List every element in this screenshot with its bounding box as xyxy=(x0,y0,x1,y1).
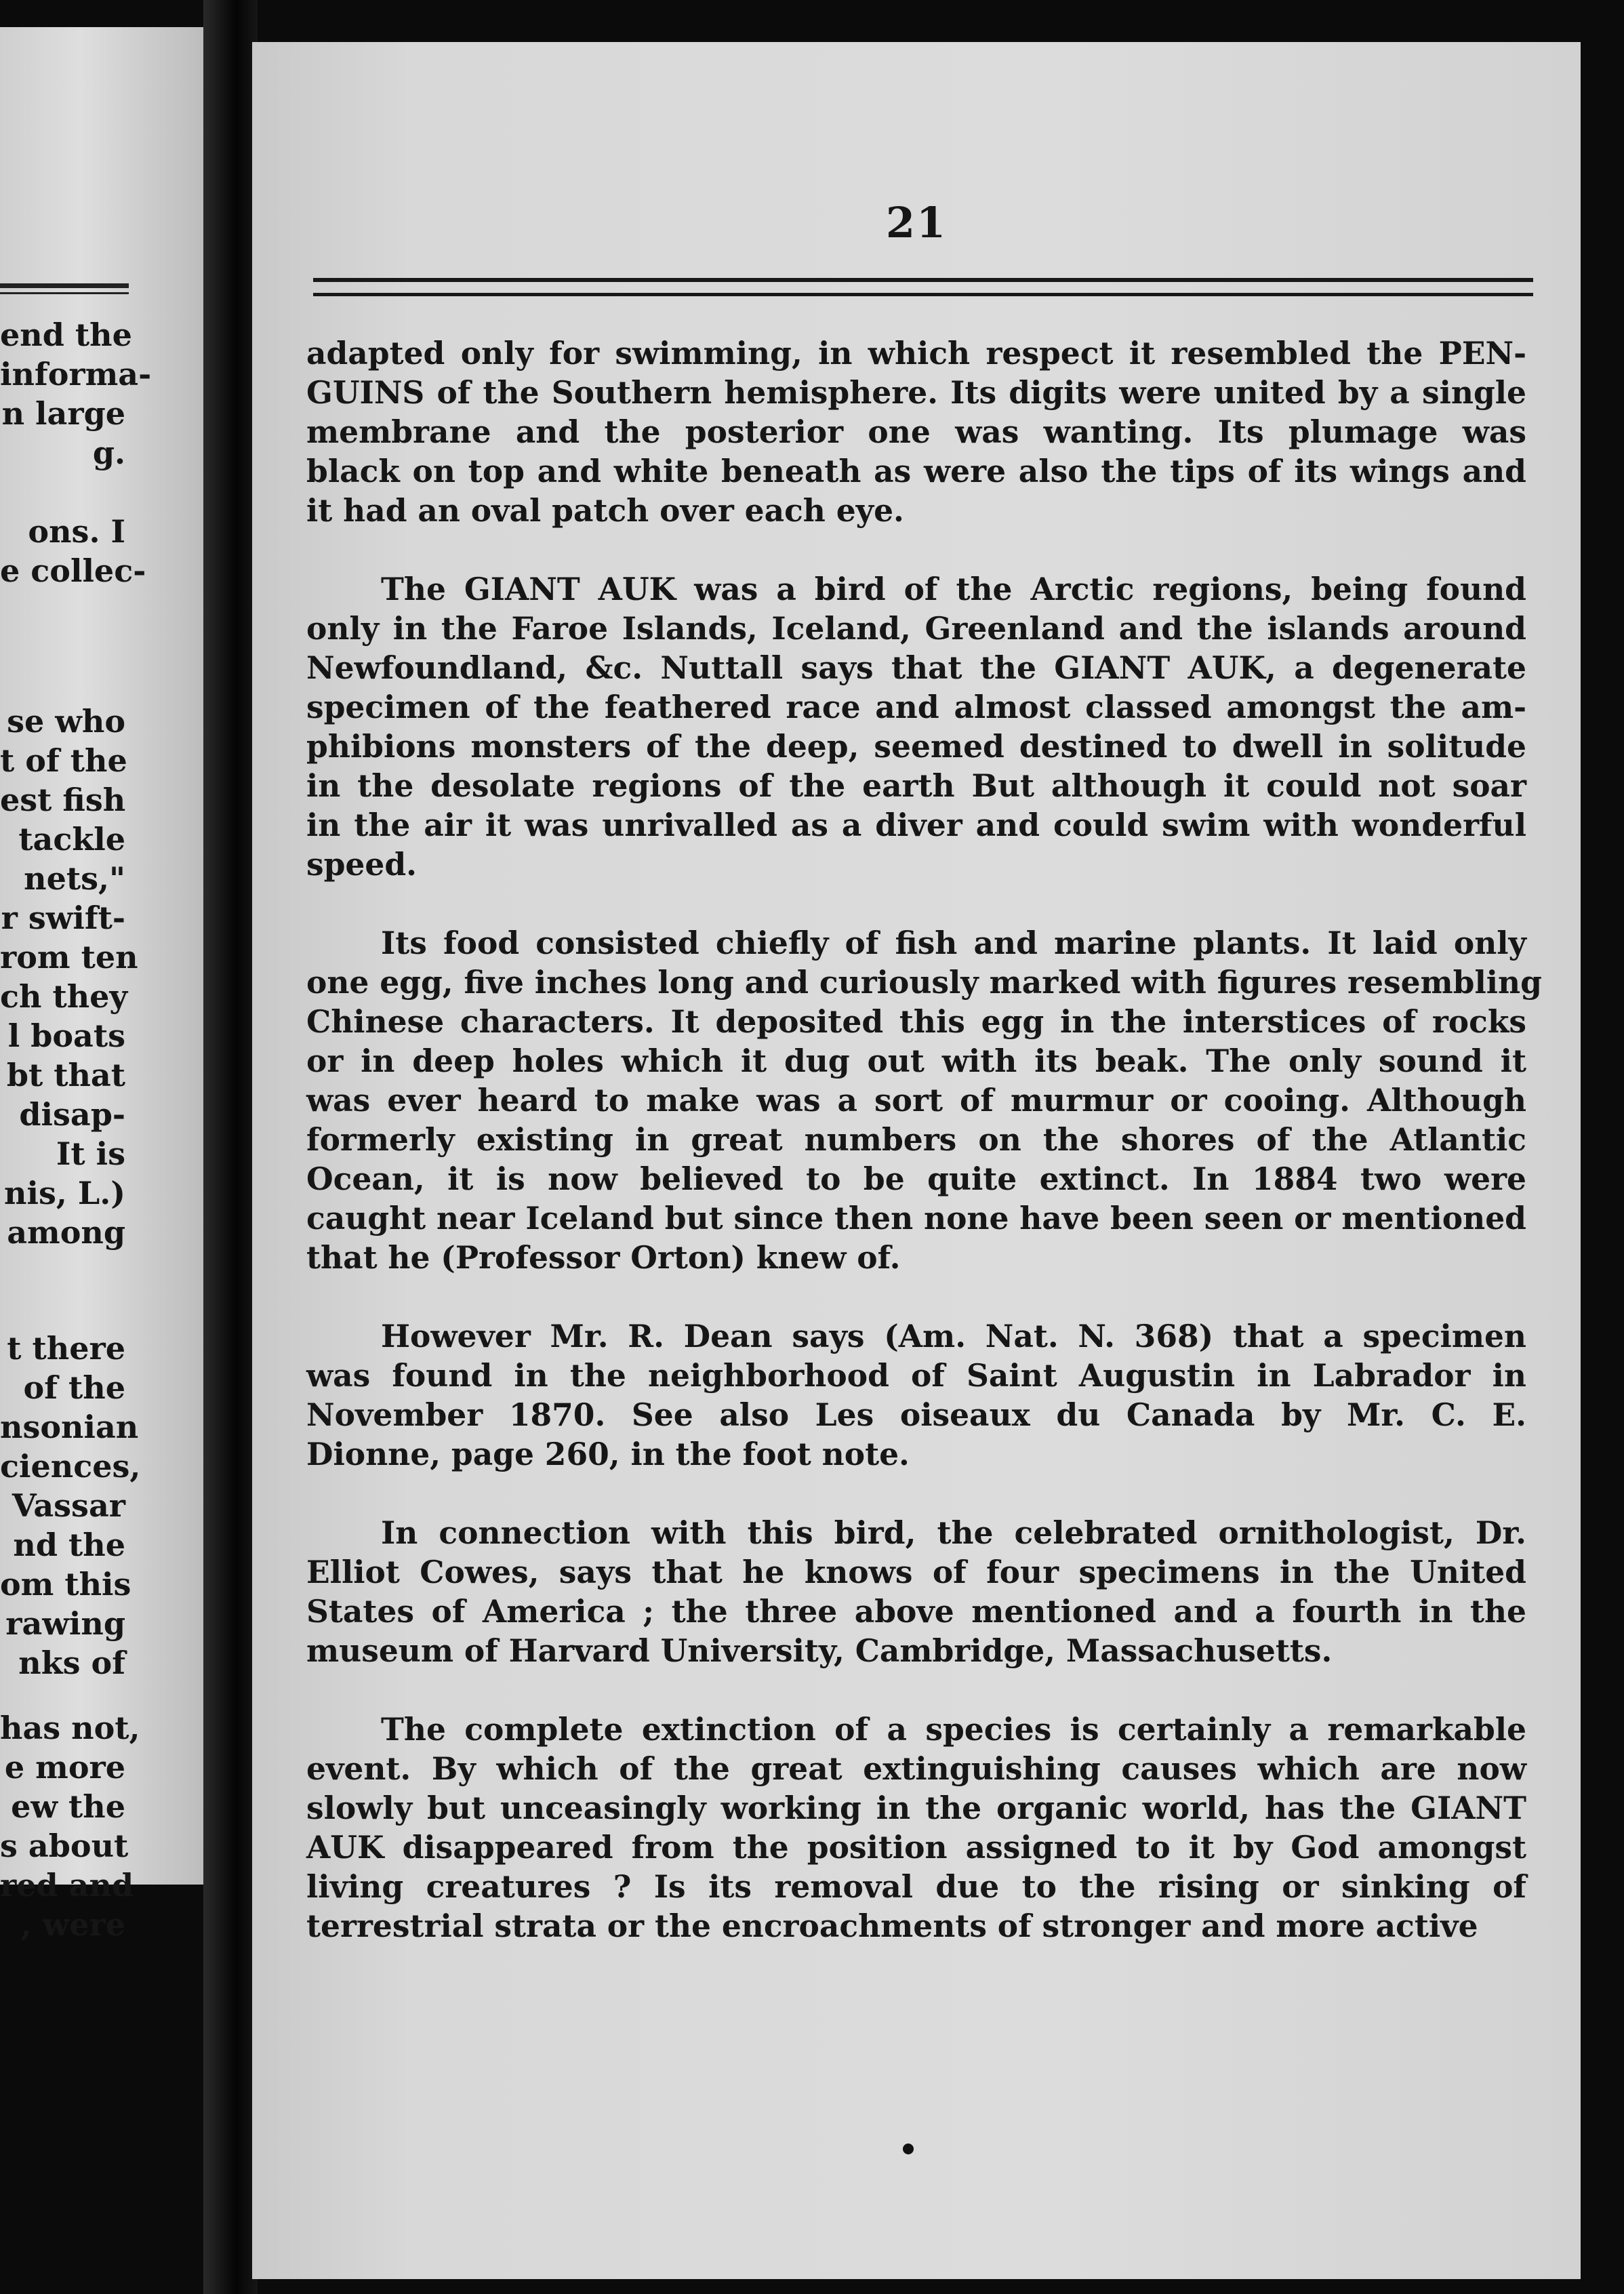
previous-page-line: ew the xyxy=(11,1788,125,1825)
text-line: Ocean, it is now believed to be quite extinct. In 1884 two were xyxy=(306,1161,1526,1197)
previous-page-line: n large xyxy=(1,395,125,432)
footer-mark xyxy=(903,2144,914,2154)
previous-page-line: disap- xyxy=(19,1096,125,1133)
text-line: museum of Harvard University, Cambridge, Massachusetts. xyxy=(306,1632,1333,1669)
previous-page-line: rawing xyxy=(5,1605,125,1642)
text-line: Dionne, page 260, in the foot note. xyxy=(306,1436,910,1472)
previous-page-line: red and xyxy=(0,1867,134,1904)
text-line: Its food consisted chiefly of fish and marine plants. It laid only xyxy=(381,925,1526,961)
previous-page-line: among xyxy=(7,1214,125,1251)
previous-page-line: ons. I xyxy=(28,513,125,550)
text-line: in the desolate regions of the earth But although it could not soar xyxy=(306,767,1526,804)
previous-page-line: bt that xyxy=(6,1057,125,1093)
previous-page-line: se who xyxy=(7,703,125,740)
book-gutter xyxy=(203,0,258,2294)
text-line: living creatures ? Is its removal due to the rising or sinking of xyxy=(306,1868,1526,1905)
text-line: GUINS of the Southern hemisphere. Its digits were united by a single xyxy=(306,374,1526,411)
text-line: speed. xyxy=(306,846,417,883)
text-line: terrestrial strata or the encroachments of stronger and more active xyxy=(306,1908,1478,1944)
paragraph xyxy=(306,1710,1526,1946)
text-line: adapted only for swimming, in which respect it resembled the PEN- xyxy=(306,335,1526,371)
previous-page-line: est fish xyxy=(0,782,126,818)
previous-page-line: ch they xyxy=(0,978,128,1015)
paragraph xyxy=(306,1316,1526,1474)
previous-page-line xyxy=(0,472,125,512)
text-line: November 1870. See also Les oiseaux du Canada by Mr. C. E. xyxy=(306,1396,1526,1433)
previous-page-line: e collec- xyxy=(0,552,146,589)
previous-page-line: r swift- xyxy=(1,900,125,936)
previous-page-line: s about xyxy=(0,1828,129,1864)
paragraph xyxy=(306,923,1542,1277)
previous-page-line: ciences, xyxy=(0,1448,141,1485)
previous-page-line: nsonian xyxy=(0,1409,139,1445)
text-line: only in the Faroe Islands, Iceland, Greenland and the islands around xyxy=(306,610,1526,647)
paragraph xyxy=(306,1513,1526,1670)
body-text xyxy=(306,334,1542,1946)
previous-page-line: t there xyxy=(7,1330,125,1367)
text-line: Chinese characters. It deposited this egg in the interstices of rocks xyxy=(306,1003,1526,1040)
previous-page-text-block-2 xyxy=(0,702,138,1252)
previous-page-line: e more xyxy=(4,1749,125,1786)
previous-page-line: l boats xyxy=(7,1018,125,1054)
paragraph xyxy=(306,569,1526,884)
text-line: specimen of the feathered race and almost classed amongst the am- xyxy=(306,689,1526,725)
text-line: or in deep holes which it dug out with its beak. The only sound it xyxy=(306,1043,1526,1079)
text-line: that he (Professor Orton) knew of. xyxy=(306,1239,901,1276)
text-line: The complete extinction of a species is certainly a remarkable xyxy=(381,1711,1526,1748)
text-line: it had an oval patch over each eye. xyxy=(306,492,904,529)
paragraph xyxy=(306,334,1526,530)
text-line: phibions monsters of the deep, seemed destined to dwell in solitude xyxy=(306,728,1526,765)
previous-page-line: nks of xyxy=(18,1645,125,1681)
previous-page-header-rule xyxy=(0,283,129,294)
text-line: formerly existing in great numbers on the shores of the Atlantic xyxy=(306,1121,1526,1158)
previous-page-text-block-3 xyxy=(0,1329,141,1683)
text-line: was found in the neighborhood of Saint Augustin in Labrador in xyxy=(306,1357,1526,1394)
text-line: was ever heard to make was a sort of murmur or cooing. Although xyxy=(306,1082,1526,1119)
header-double-rule xyxy=(313,278,1533,296)
text-line: Elliot Cowes, says that he knows of four specimens in the United xyxy=(306,1554,1526,1590)
previous-page-text-block-4 xyxy=(0,1708,140,1944)
text-line: States of America ; the three above mentioned and a fourth in the xyxy=(306,1593,1526,1630)
previous-page-text-block-1 xyxy=(0,315,152,590)
previous-page-line: has not, xyxy=(0,1710,140,1746)
book-page xyxy=(252,42,1581,2279)
previous-page-line: om this xyxy=(0,1566,131,1603)
text-line: membrane and the posterior one was wanting. Its plumage was xyxy=(306,414,1526,450)
text-line: slowly but unceasingly working in the organic world, has the GIANT xyxy=(306,1790,1526,1826)
text-line: black on top and white beneath as were also the tips of its wings and xyxy=(306,453,1526,489)
previous-page-line: of the xyxy=(23,1369,125,1406)
previous-page-line: rom ten xyxy=(0,939,138,975)
text-line: The GIANT AUK was a bird of the Arctic regions, being found xyxy=(381,571,1526,607)
previous-page-line: end the xyxy=(0,317,132,353)
previous-page-line: , were xyxy=(20,1906,125,1943)
previous-page-line: informa- xyxy=(0,356,152,393)
previous-page-line: nd the xyxy=(13,1527,125,1563)
previous-page-line: tackle xyxy=(18,821,125,858)
text-line: in the air it was unrivalled as a diver and could swim with wonderful xyxy=(306,807,1526,843)
previous-page-line: nets," xyxy=(24,860,125,897)
text-line: Newfoundland, &c. Nuttall says that the GIANT AUK, a degenerate xyxy=(306,649,1526,686)
text-line: In connection with this bird, the celebrated ornithologist, Dr. xyxy=(381,1514,1526,1551)
previous-page-edge xyxy=(0,27,203,1943)
page-number: 21 xyxy=(885,198,948,247)
text-line: AUK disappeared from the position assigned to it by God amongst xyxy=(306,1829,1526,1866)
text-line: one egg, five inches long and curiously marked with figures resembling xyxy=(306,964,1542,1001)
previous-page-line: t of the xyxy=(0,742,127,779)
previous-page-line: Vassar xyxy=(12,1487,125,1524)
previous-page-line: g. xyxy=(92,435,125,471)
text-line: event. By which of the great extinguishing causes which are now xyxy=(306,1750,1526,1787)
text-line: However Mr. R. Dean says (Am. Nat. N. 368) that a specimen xyxy=(381,1318,1526,1354)
previous-page-line: nis, L.) xyxy=(4,1175,125,1211)
previous-page-line: It is xyxy=(56,1135,125,1172)
text-line: caught near Iceland but since then none have been seen or mentioned xyxy=(306,1200,1526,1236)
